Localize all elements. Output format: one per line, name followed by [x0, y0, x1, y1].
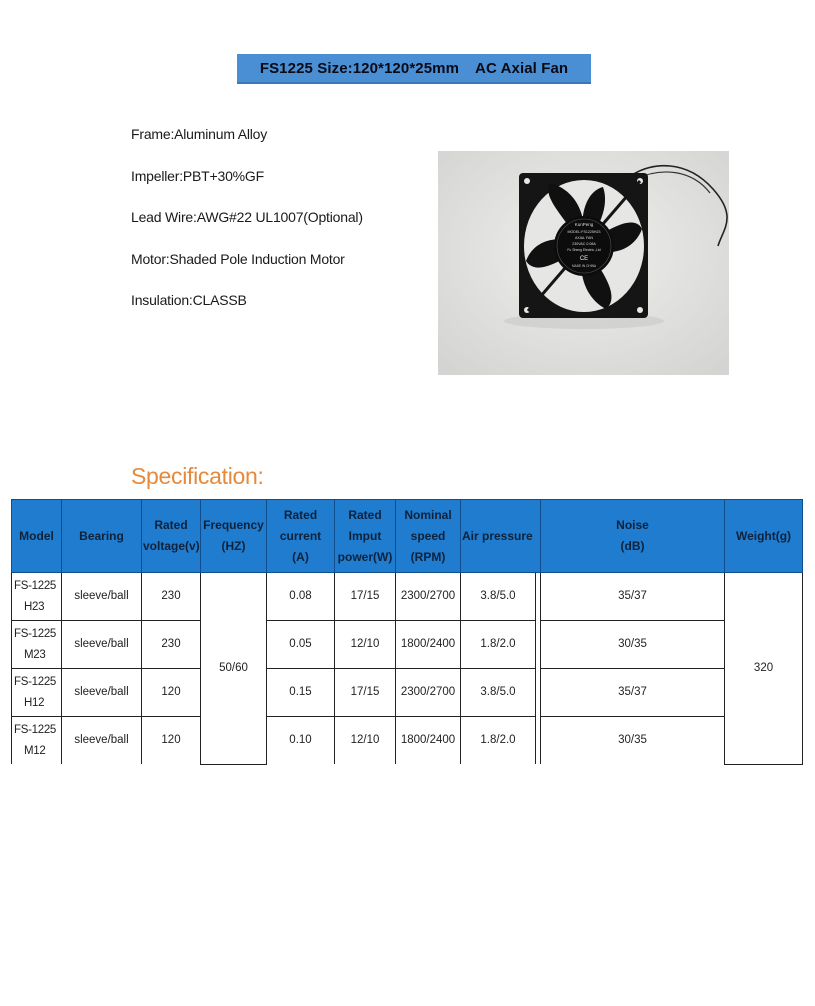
label-rating: 230VAC 0.08A — [572, 242, 596, 246]
title-type-text: AC Axial Fan — [475, 59, 569, 77]
label-type: AXIAL FAN — [574, 236, 594, 240]
title-size-text: FS1225 Size:120*120*25mm — [259, 59, 460, 77]
header-bearing: Bearing — [62, 500, 142, 573]
header-speed: Nominal speed (RPM) — [396, 500, 461, 573]
feature-frame: Frame:Aluminum Alloy — [131, 126, 268, 142]
cell-noise: 35/37 — [541, 573, 725, 621]
header-model: Model — [12, 500, 62, 573]
cell-noise: 30/35 — [541, 717, 725, 765]
feature-lead-wire: Lead Wire:AWG#22 UL1007(Optional) — [131, 209, 363, 225]
label-origin: MADE IN CHINA — [571, 264, 597, 268]
product-photo — [438, 151, 729, 375]
cell-frequency: 50/60 — [201, 573, 267, 765]
product-title-banner — [237, 54, 591, 84]
cell-pressure: 3.8/5.0 — [461, 573, 536, 621]
cell-power: 12/10 — [335, 621, 396, 669]
cell-speed: 1800/2400 — [396, 621, 461, 669]
cell-model: FS-1225 M23 — [12, 621, 62, 669]
spec-table — [11, 499, 803, 765]
table-row — [12, 573, 803, 621]
cell-bearing: sleeve/ball — [62, 621, 142, 669]
header-noise: Noise (dB) — [541, 500, 725, 573]
cell-speed: 2300/2700 — [396, 669, 461, 717]
cell-weight: 320 — [725, 573, 803, 765]
cell-voltage: 120 — [142, 669, 201, 717]
header-current: Rated current (A) — [267, 500, 335, 573]
cell-power: 12/10 — [335, 717, 396, 765]
spec-heading: Specification: — [131, 463, 264, 489]
feature-motor: Motor:Shaded Pole Induction Motor — [131, 251, 345, 267]
cell-current: 0.10 — [267, 717, 335, 765]
header-voltage: Rated voltage(v) — [142, 500, 201, 573]
cell-pressure: 1.8/2.0 — [461, 717, 536, 765]
label-maker: Fu Sheng Electric.,Ltd — [567, 248, 601, 252]
header-power: Rated Imput power(W) — [335, 500, 396, 573]
cell-voltage: 230 — [142, 573, 201, 621]
cell-model: FS-1225 M12 — [12, 717, 62, 765]
cell-model: FS-1225 H23 — [12, 573, 62, 621]
table-row — [12, 717, 803, 765]
label-brand: KunPeng — [574, 222, 594, 227]
cell-speed: 1800/2400 — [396, 717, 461, 765]
header-frequency: Frequency (HZ) — [201, 500, 267, 573]
cell-voltage: 120 — [142, 717, 201, 765]
cell-noise: 30/35 — [541, 621, 725, 669]
cell-speed: 2300/2700 — [396, 573, 461, 621]
feature-impeller: Impeller:PBT+30%GF — [131, 168, 264, 184]
fan-illustration — [438, 151, 729, 375]
header-air-pressure: Air pressure — [461, 500, 541, 573]
cell-noise: 35/37 — [541, 669, 725, 717]
spec-header-row — [12, 500, 803, 573]
header-weight: Weight(g) — [725, 500, 803, 573]
cell-model: FS-1225 H12 — [12, 669, 62, 717]
cell-bearing: sleeve/ball — [62, 573, 142, 621]
cell-pressure: 1.8/2.0 — [461, 621, 536, 669]
cell-power: 17/15 — [335, 669, 396, 717]
cell-power: 17/15 — [335, 573, 396, 621]
table-row — [12, 621, 803, 669]
cell-current: 0.05 — [267, 621, 335, 669]
label-model: MODEL:FS1225H23 — [567, 230, 601, 234]
cell-bearing: sleeve/ball — [62, 669, 142, 717]
label-ce: CE — [579, 256, 589, 262]
cell-voltage: 230 — [142, 621, 201, 669]
cell-pressure: 3.8/5.0 — [461, 669, 536, 717]
feature-insulation: Insulation:CLASSB — [131, 292, 247, 308]
cell-current: 0.15 — [267, 669, 335, 717]
cell-bearing: sleeve/ball — [62, 717, 142, 765]
table-row — [12, 669, 803, 717]
cell-current: 0.08 — [267, 573, 335, 621]
